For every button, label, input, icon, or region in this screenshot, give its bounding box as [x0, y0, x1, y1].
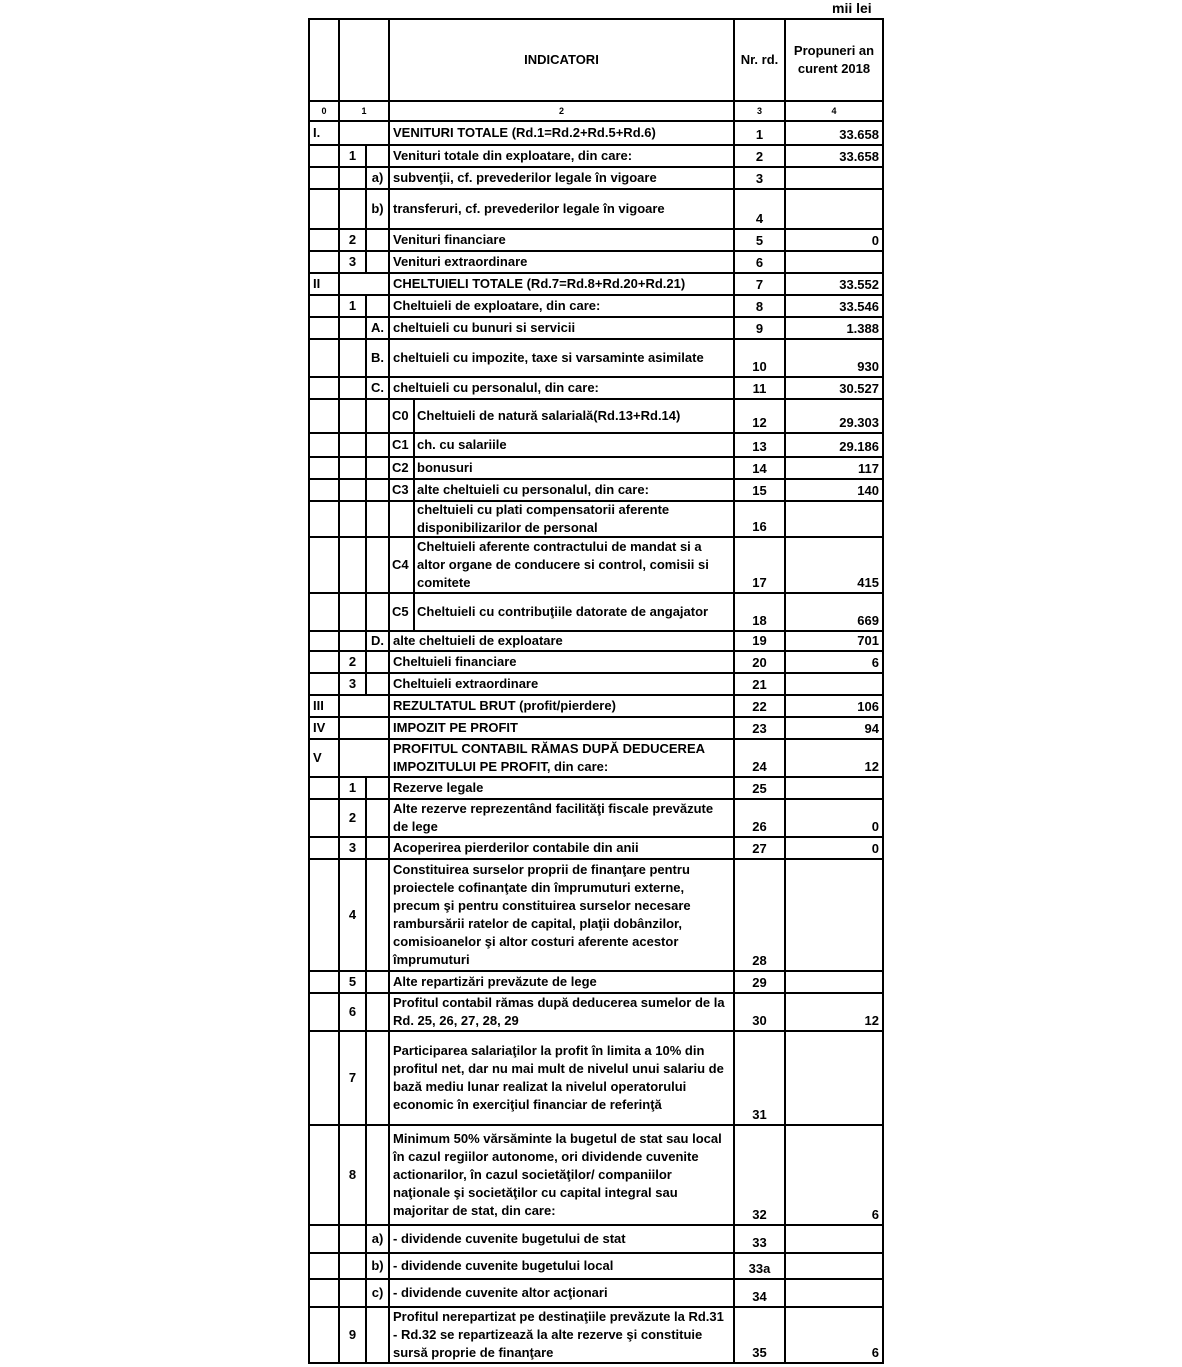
item-number: 1	[339, 777, 366, 799]
indicator-text: Cheltuieli de natură salarială(Rd.13+Rd.14)	[417, 408, 681, 423]
value-cell	[785, 251, 883, 273]
indicator-text: Cheltuieli cu contribuţiile datorate de angajator	[417, 604, 709, 619]
empty-cell	[309, 1253, 339, 1279]
item-number: 2	[339, 651, 366, 673]
row-number: 10	[734, 339, 785, 377]
empty-cell	[366, 479, 389, 501]
empty-cell	[309, 479, 339, 501]
empty-cell	[366, 399, 389, 433]
row-number: 2	[734, 145, 785, 167]
empty-cell	[366, 145, 389, 167]
row-number: 1	[734, 121, 785, 145]
value-cell: 6	[785, 1125, 883, 1225]
table-row	[309, 993, 883, 1031]
value-cell: 33.552	[785, 273, 883, 295]
empty-cell	[339, 739, 389, 777]
table-row	[309, 377, 883, 399]
value-cell: 0	[785, 799, 883, 837]
indicator-cell	[389, 593, 734, 631]
row-number: 34	[734, 1279, 785, 1307]
indicator-text: IMPOZIT PE PROFIT	[389, 717, 734, 739]
row-number: 4	[734, 189, 785, 229]
section-number: IV	[309, 717, 339, 739]
value-cell	[785, 1279, 883, 1307]
empty-cell	[309, 317, 339, 339]
sub-item-code	[390, 502, 415, 536]
row-number: 32	[734, 1125, 785, 1225]
table-row	[309, 457, 883, 479]
row-number: 16	[734, 501, 785, 537]
value-cell	[785, 777, 883, 799]
empty-cell	[309, 859, 339, 971]
empty-cell	[339, 273, 389, 295]
value-cell	[785, 501, 883, 537]
indicator-text: Alte rezerve reprezentând facilităţi fiscale prevăzute de lege	[389, 799, 734, 837]
table-row	[309, 837, 883, 859]
item-number: 1	[339, 145, 366, 167]
table-row	[309, 229, 883, 251]
empty-cell	[366, 229, 389, 251]
table-row	[309, 145, 883, 167]
sub-item-code: C4	[390, 538, 415, 592]
empty-cell	[309, 799, 339, 837]
empty-cell	[339, 717, 389, 739]
table-row	[309, 673, 883, 695]
indicator-text: Cheltuieli financiare	[389, 651, 734, 673]
table-row	[309, 971, 883, 993]
empty-cell	[366, 251, 389, 273]
empty-cell	[309, 501, 339, 537]
indicator-text: transferuri, cf. prevederilor legale în vigoare	[389, 189, 734, 229]
item-number: 2	[339, 799, 366, 837]
value-cell: 930	[785, 339, 883, 377]
empty-cell	[366, 1031, 389, 1125]
indicator-text: Rezerve legale	[389, 777, 734, 799]
empty-cell	[309, 1307, 339, 1363]
empty-cell	[309, 295, 339, 317]
indicator-text: CHELTUIELI TOTALE (Rd.7=Rd.8+Rd.20+Rd.21)	[389, 273, 734, 295]
table-row	[309, 501, 883, 537]
value-cell: 106	[785, 695, 883, 717]
empty-cell	[309, 1279, 339, 1307]
empty-cell	[339, 399, 366, 433]
header-row	[309, 19, 883, 101]
empty-cell	[309, 229, 339, 251]
header-nr-rd: Nr. rd.	[734, 19, 785, 101]
empty-cell	[339, 433, 366, 457]
empty-cell	[339, 189, 366, 229]
empty-cell	[309, 837, 339, 859]
value-cell: 94	[785, 717, 883, 739]
value-cell: 415	[785, 537, 883, 593]
value-cell: 29.303	[785, 399, 883, 433]
col-number-0: 0	[309, 101, 339, 121]
table-row	[309, 273, 883, 295]
value-cell: 12	[785, 993, 883, 1031]
table-row	[309, 631, 883, 651]
empty-cell	[339, 339, 366, 377]
empty-cell	[309, 189, 339, 229]
row-number: 26	[734, 799, 785, 837]
indicator-text: cheltuieli cu bunuri si servicii	[389, 317, 734, 339]
empty-cell	[366, 1307, 389, 1363]
table-body	[309, 121, 883, 1363]
sub-item-code: C0	[390, 400, 415, 432]
table-row	[309, 1307, 883, 1363]
empty-cell	[309, 377, 339, 399]
indicator-text: Participarea salariaţilor la profit în limita a 10% din profitul net, dar nu mai mult de nivelul unui salariu de bază mediu lunar realizat la nivelul operatorului economic în exerciţiul financiar de referinţă	[389, 1031, 734, 1125]
indicator-text: subvenţii, cf. prevederilor legale în vigoare	[389, 167, 734, 189]
indicator-text: cheltuieli cu impozite, taxe si varsaminte asimilate	[389, 339, 734, 377]
indicator-text: Minimum 50% vărsăminte la bugetul de stat sau local în cazul regiilor autonome, ori dividende cuvenite actionarilor, în cazul societăţilor/ companiilor naţionale şi societăţilor cu capital integral sau majoritar de stat, din care:	[389, 1125, 734, 1225]
indicator-text: Alte repartizări prevăzute de lege	[389, 971, 734, 993]
indicator-cell	[389, 501, 734, 537]
item-number: 2	[339, 229, 366, 251]
col-number-4: 4	[785, 101, 883, 121]
col-number-1: 1	[339, 101, 389, 121]
empty-cell	[309, 433, 339, 457]
row-number: 5	[734, 229, 785, 251]
empty-cell	[366, 777, 389, 799]
indicator-cell	[389, 537, 734, 593]
table-row	[309, 739, 883, 777]
item-number: 3	[339, 837, 366, 859]
value-cell	[785, 859, 883, 971]
indicator-cell	[389, 433, 734, 457]
empty-cell	[309, 399, 339, 433]
sub-item-code: C5	[390, 594, 415, 630]
indicator-text: PROFITUL CONTABIL RĂMAS DUPĂ DEDUCEREA IMPOZITULUI PE PROFIT, din care:	[389, 739, 734, 777]
indicator-text: alte cheltuieli de exploatare	[389, 631, 734, 651]
sub-item-letter: D.	[366, 631, 389, 651]
indicator-text: cheltuieli cu plati compensatorii aferente disponibilizarilor de personal	[417, 502, 670, 535]
unit-label: mii lei	[832, 0, 872, 16]
value-cell: 140	[785, 479, 883, 501]
section-number: V	[309, 739, 339, 777]
row-number: 14	[734, 457, 785, 479]
col-number-3: 3	[734, 101, 785, 121]
empty-cell	[309, 1225, 339, 1253]
empty-cell	[309, 537, 339, 593]
section-number: III	[309, 695, 339, 717]
row-number: 31	[734, 1031, 785, 1125]
row-number: 33	[734, 1225, 785, 1253]
item-number: 3	[339, 673, 366, 695]
empty-cell	[339, 167, 366, 189]
indicator-text: Acoperirea pierderilor contabile din anii	[389, 837, 734, 859]
table-row	[309, 1225, 883, 1253]
indicator-text: Venituri financiare	[389, 229, 734, 251]
table-row	[309, 1031, 883, 1125]
empty-cell	[366, 537, 389, 593]
item-number: 3	[339, 251, 366, 273]
value-cell	[785, 673, 883, 695]
sub-item-letter: b)	[366, 1253, 389, 1279]
row-number: 18	[734, 593, 785, 631]
indicator-text: - dividende cuvenite bugetului de stat	[389, 1225, 734, 1253]
item-number: 7	[339, 1031, 366, 1125]
row-number: 11	[734, 377, 785, 399]
empty-cell	[309, 631, 339, 651]
row-number: 30	[734, 993, 785, 1031]
value-cell: 12	[785, 739, 883, 777]
row-number: 27	[734, 837, 785, 859]
empty-cell	[339, 1225, 366, 1253]
empty-cell	[339, 479, 366, 501]
sub-item-letter: C.	[366, 377, 389, 399]
empty-cell	[339, 457, 366, 479]
value-cell	[785, 1253, 883, 1279]
indicator-text: REZULTATUL BRUT (profit/pierdere)	[389, 695, 734, 717]
value-cell: 29.186	[785, 433, 883, 457]
empty-cell	[366, 593, 389, 631]
indicator-text: Cheltuieli aferente contractului de mandat si a altor organe de conducere si control, comisii si comitete	[417, 539, 709, 590]
row-number: 29	[734, 971, 785, 993]
value-cell: 33.546	[785, 295, 883, 317]
empty-cell	[339, 1279, 366, 1307]
table-row	[309, 189, 883, 229]
indicator-text: Constituirea surselor proprii de finanţare pentru proiectele cofinanţate din împrumuturi externe, precum şi pentru constituirea surselor necesare rambursării ratelor de capital, plaţii dobânzilor, comisioanelor şi altor costuri aferente acestor împrumuturi	[389, 859, 734, 971]
row-number: 9	[734, 317, 785, 339]
value-cell: 0	[785, 229, 883, 251]
empty-cell	[339, 631, 366, 651]
empty-cell	[309, 339, 339, 377]
empty-cell	[309, 1031, 339, 1125]
empty-cell	[366, 457, 389, 479]
item-number: 8	[339, 1125, 366, 1225]
section-number: I.	[309, 121, 339, 145]
empty-cell	[309, 593, 339, 631]
row-number: 7	[734, 273, 785, 295]
value-cell	[785, 971, 883, 993]
row-number: 25	[734, 777, 785, 799]
row-number: 33a	[734, 1253, 785, 1279]
sub-item-code: C3	[390, 480, 415, 500]
table-row	[309, 433, 883, 457]
column-number-row	[309, 101, 883, 121]
row-number: 35	[734, 1307, 785, 1363]
sub-item-letter: b)	[366, 189, 389, 229]
header-col1	[339, 19, 389, 101]
empty-cell	[309, 777, 339, 799]
empty-cell	[366, 651, 389, 673]
header-propuneri: Propuneri an curent 2018	[785, 19, 883, 101]
sub-item-code: C2	[390, 458, 415, 478]
row-number: 24	[734, 739, 785, 777]
indicator-text: - dividende cuvenite altor acţionari	[389, 1279, 734, 1307]
indicator-text: alte cheltuieli cu personalul, din care:	[417, 482, 649, 497]
item-number: 6	[339, 993, 366, 1031]
row-number: 3	[734, 167, 785, 189]
value-cell: 117	[785, 457, 883, 479]
empty-cell	[309, 971, 339, 993]
value-cell: 6	[785, 651, 883, 673]
row-number: 12	[734, 399, 785, 433]
empty-cell	[339, 317, 366, 339]
empty-cell	[366, 673, 389, 695]
empty-cell	[339, 377, 366, 399]
item-number: 5	[339, 971, 366, 993]
row-number: 6	[734, 251, 785, 273]
table-row	[309, 777, 883, 799]
item-number: 1	[339, 295, 366, 317]
value-cell: 33.658	[785, 121, 883, 145]
row-number: 23	[734, 717, 785, 739]
sub-item-code: C1	[390, 434, 415, 456]
value-cell: 0	[785, 837, 883, 859]
table-row	[309, 717, 883, 739]
indicator-text: cheltuieli cu personalul, din care:	[389, 377, 734, 399]
section-number: II	[309, 273, 339, 295]
header-col0	[309, 19, 339, 101]
empty-cell	[309, 993, 339, 1031]
table-row	[309, 1253, 883, 1279]
empty-cell	[339, 593, 366, 631]
table-row	[309, 121, 883, 145]
table-row	[309, 859, 883, 971]
value-cell: 30.527	[785, 377, 883, 399]
indicator-cell	[389, 399, 734, 433]
row-number: 22	[734, 695, 785, 717]
table-row	[309, 593, 883, 631]
empty-cell	[309, 1125, 339, 1225]
row-number: 17	[734, 537, 785, 593]
empty-cell	[309, 167, 339, 189]
empty-cell	[366, 433, 389, 457]
table-row	[309, 251, 883, 273]
table-row	[309, 479, 883, 501]
item-number: 4	[339, 859, 366, 971]
empty-cell	[309, 651, 339, 673]
empty-cell	[366, 971, 389, 993]
empty-cell	[366, 837, 389, 859]
row-number: 13	[734, 433, 785, 457]
row-number: 28	[734, 859, 785, 971]
item-number: 9	[339, 1307, 366, 1363]
indicator-text: Profitul contabil rămas după deducerea sumelor de la Rd. 25, 26, 27, 28, 29	[389, 993, 734, 1031]
indicator-text: - dividende cuvenite bugetului local	[389, 1253, 734, 1279]
table-row	[309, 695, 883, 717]
empty-cell	[339, 1253, 366, 1279]
indicator-text: Venituri extraordinare	[389, 251, 734, 273]
value-cell: 6	[785, 1307, 883, 1363]
sub-item-letter: a)	[366, 1225, 389, 1253]
indicator-text: bonusuri	[417, 460, 473, 475]
value-cell	[785, 189, 883, 229]
table-row	[309, 317, 883, 339]
table-row	[309, 537, 883, 593]
indicator-text: VENITURI TOTALE (Rd.1=Rd.2+Rd.5+Rd.6)	[389, 121, 734, 145]
row-number: 21	[734, 673, 785, 695]
row-number: 20	[734, 651, 785, 673]
indicator-text: Venituri totale din exploatare, din care:	[389, 145, 734, 167]
value-cell	[785, 1225, 883, 1253]
table-row	[309, 1125, 883, 1225]
indicator-text: Profitul nerepartizat pe destinaţiile prevăzute la Rd.31 - Rd.32 se repartizează la alte rezerve şi constituie sursă proprie de finanţare	[389, 1307, 734, 1363]
empty-cell	[309, 673, 339, 695]
indicator-text: Cheltuieli extraordinare	[389, 673, 734, 695]
empty-cell	[339, 121, 389, 145]
budget-table	[308, 18, 884, 1364]
indicator-text: ch. cu salariile	[417, 437, 507, 452]
table-row	[309, 399, 883, 433]
value-cell	[785, 167, 883, 189]
sub-item-letter: A.	[366, 317, 389, 339]
empty-cell	[366, 859, 389, 971]
row-number: 8	[734, 295, 785, 317]
empty-cell	[309, 251, 339, 273]
indicator-text: Cheltuieli de exploatare, din care:	[389, 295, 734, 317]
row-number: 19	[734, 631, 785, 651]
table-row	[309, 651, 883, 673]
header-indicatori: INDICATORI	[389, 19, 734, 101]
empty-cell	[366, 799, 389, 837]
sub-item-letter: a)	[366, 167, 389, 189]
value-cell: 33.658	[785, 145, 883, 167]
indicator-cell	[389, 457, 734, 479]
col-number-2: 2	[389, 101, 734, 121]
table-row	[309, 799, 883, 837]
empty-cell	[366, 1125, 389, 1225]
row-number: 15	[734, 479, 785, 501]
table-row	[309, 339, 883, 377]
empty-cell	[309, 145, 339, 167]
empty-cell	[339, 501, 366, 537]
sub-item-letter: B.	[366, 339, 389, 377]
empty-cell	[366, 993, 389, 1031]
table-row	[309, 295, 883, 317]
indicator-cell	[389, 479, 734, 501]
sub-item-letter: c)	[366, 1279, 389, 1307]
empty-cell	[366, 501, 389, 537]
table-row	[309, 167, 883, 189]
empty-cell	[366, 295, 389, 317]
empty-cell	[309, 457, 339, 479]
value-cell: 669	[785, 593, 883, 631]
value-cell: 701	[785, 631, 883, 651]
empty-cell	[339, 695, 389, 717]
value-cell: 1.388	[785, 317, 883, 339]
empty-cell	[339, 537, 366, 593]
value-cell	[785, 1031, 883, 1125]
table-row	[309, 1279, 883, 1307]
